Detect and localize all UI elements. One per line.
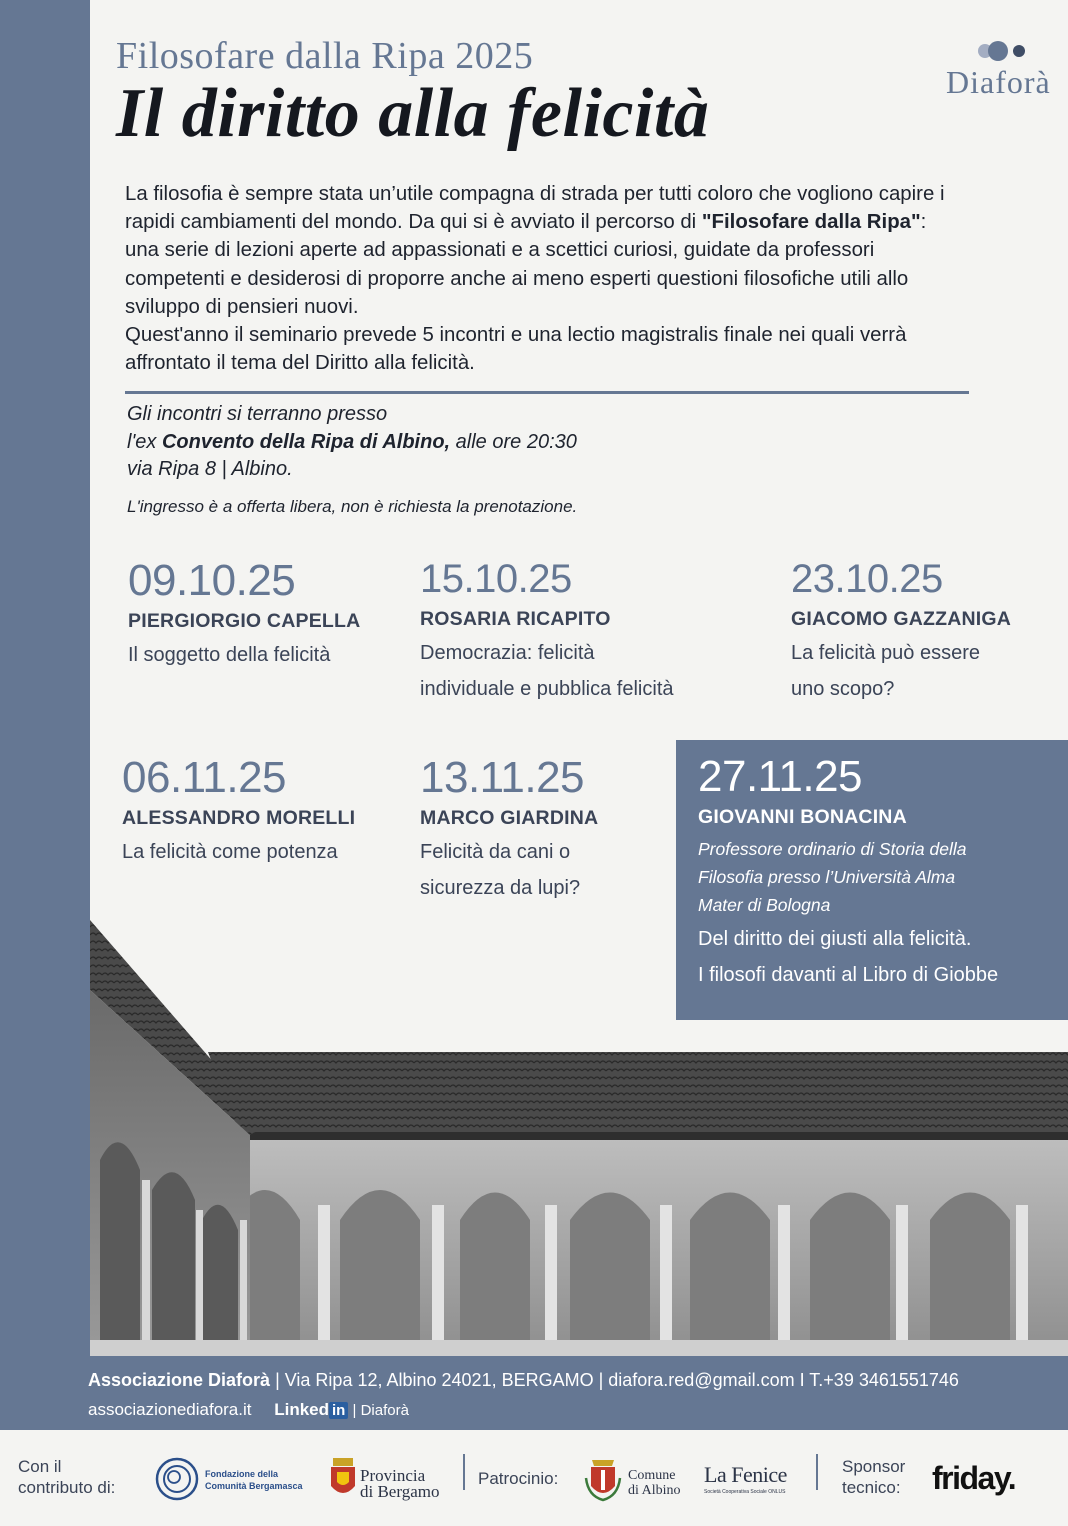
event-talk-line: Democrazia: felicità bbox=[420, 642, 595, 664]
contributo-line: Con il bbox=[18, 1457, 62, 1476]
patrocinio-label: Patrocinio: bbox=[478, 1469, 559, 1488]
sponsor-label bbox=[842, 1456, 905, 1498]
sponsor-footer bbox=[0, 1432, 1068, 1526]
contact-details bbox=[88, 1370, 959, 1391]
lafenice-name: La Fenice bbox=[704, 1462, 787, 1487]
speaker-bio bbox=[698, 835, 998, 919]
sponsor-line: tecnico: bbox=[842, 1478, 901, 1497]
lafenice-logo bbox=[704, 1462, 800, 1502]
event-card bbox=[420, 554, 674, 707]
logo-wordmark: Diaforà bbox=[946, 64, 1051, 100]
event-date: 06.11.25 bbox=[122, 753, 287, 802]
fondazione-swirl-icon bbox=[154, 1456, 200, 1502]
contributo-line: contributo di: bbox=[18, 1478, 116, 1497]
event-talk-title bbox=[420, 635, 674, 707]
comune-line: di Albino bbox=[628, 1483, 681, 1498]
provincia-crest-icon bbox=[330, 1458, 356, 1500]
speaker-bio-line: Professore ordinario di Storia della bbox=[698, 839, 967, 859]
venue-address: via Ripa 8 | Albino. bbox=[127, 458, 293, 480]
footer-separator bbox=[463, 1454, 465, 1490]
association-name: Associazione Diaforà bbox=[88, 1370, 271, 1390]
event-card bbox=[122, 753, 355, 870]
fondazione-line: Comunità Bergamasca bbox=[205, 1481, 303, 1491]
intro-series-name: "Filosofare dalla Ripa" bbox=[701, 211, 921, 234]
event-speaker: ALESSANDRO MORELLI bbox=[122, 807, 356, 829]
venue-line-part: l'ex bbox=[127, 430, 162, 453]
sponsor-line: Sponsor bbox=[842, 1457, 906, 1476]
speaker-bio-line: Filosofia presso l’Università Alma bbox=[698, 867, 956, 887]
contact-address: | Via Ripa 12, Albino 24021, BERGAMO | diafora.red@gmail.com I T.+39 3461551746 bbox=[270, 1370, 959, 1390]
linkedin-page-name: | Diaforà bbox=[348, 1402, 409, 1419]
event-date: 13.11.25 bbox=[420, 753, 585, 802]
event-card bbox=[420, 753, 598, 906]
event-card-lectio bbox=[698, 752, 998, 993]
event-speaker: ROSARIA RICAPITO bbox=[420, 608, 611, 630]
logo-dots-icon bbox=[976, 40, 1036, 62]
poster-title: Il diritto alla felicità bbox=[116, 75, 710, 152]
event-speaker: GIACOMO GAZZANIGA bbox=[791, 608, 1012, 630]
friday-logo: friday. bbox=[932, 1460, 1016, 1496]
speaker-bio-line: Mater di Bologna bbox=[698, 895, 831, 915]
admission-note: L'ingresso è a offerta libera, non è richiesta la prenotazione. bbox=[127, 497, 578, 516]
event-talk-title: Il soggetto della felicità bbox=[128, 644, 331, 666]
fondazione-logo bbox=[154, 1456, 314, 1504]
contributo-label bbox=[18, 1456, 115, 1498]
contact-bar bbox=[0, 1356, 1068, 1430]
comune-logo bbox=[584, 1458, 694, 1504]
section-divider bbox=[125, 391, 969, 394]
venue-line bbox=[127, 429, 577, 457]
provincia-line: Provincia bbox=[360, 1466, 426, 1485]
linkedin-link[interactable] bbox=[274, 1400, 348, 1419]
website-link[interactable]: associazionediafora.it bbox=[88, 1400, 252, 1419]
event-talk-line: I filosofi davanti al Libro di Giobbe bbox=[698, 964, 999, 986]
event-talk-line: individuale e pubblica felicità bbox=[420, 678, 674, 700]
lectio-magistralis-box bbox=[676, 740, 1068, 1020]
intro-seminar-text: Quest'anno il seminario prevede 5 incontri e una lectio magistralis finale nei quali verrà affrontato il tema del Diritto alla felicità. bbox=[125, 324, 907, 375]
intro-text-part: : una serie di lezioni aperte ad appassionati e a scettici curiosi, guidate da professori competenti e desiderosi di proporre anche ai meno esperti questioni filosofiche utili allo sviluppo di pensieri nuovi. bbox=[125, 211, 927, 318]
footer-separator bbox=[816, 1454, 818, 1490]
fondazione-name bbox=[205, 1468, 303, 1492]
event-speaker: MARCO GIARDINA bbox=[420, 807, 599, 829]
web-links bbox=[88, 1400, 409, 1420]
provincia-logo bbox=[330, 1458, 450, 1504]
lafenice-subtitle: Società Cooperativa Sociale ONLUS bbox=[704, 1489, 786, 1495]
event-talk-line: La felicità può essere bbox=[791, 642, 981, 664]
event-talk-title bbox=[791, 635, 1011, 707]
event-talk-line: sicurezza da lupi? bbox=[420, 877, 581, 899]
left-accent-bar bbox=[0, 0, 90, 1356]
event-speaker: PIERGIORGIO CAPELLA bbox=[128, 610, 361, 632]
comune-crest-icon bbox=[584, 1458, 622, 1502]
event-card bbox=[128, 556, 360, 673]
venue-line: Gli incontri si terranno presso bbox=[127, 403, 388, 425]
event-speaker: GIOVANNI BONACINA bbox=[698, 806, 907, 828]
intro-text bbox=[125, 180, 965, 377]
event-talk-line: Felicità da cani o bbox=[420, 841, 571, 863]
event-date: 15.10.25 bbox=[420, 557, 572, 601]
fondazione-line: Fondazione della bbox=[205, 1469, 279, 1479]
venue-time: alle ore 20:30 bbox=[450, 430, 577, 453]
event-talk-title bbox=[420, 834, 598, 906]
linkedin-icon: in bbox=[329, 1402, 348, 1419]
event-talk-line: uno scopo? bbox=[791, 678, 895, 700]
venue-info bbox=[127, 401, 577, 484]
event-talk-title bbox=[698, 921, 998, 993]
venue-name: Convento della Ripa di Albino, bbox=[161, 430, 451, 453]
comune-line: Comune bbox=[628, 1468, 676, 1483]
intro-text-part: La filosofia è sempre stata un’utile compagna di strada per tutti coloro che vogliono capire i rapidi cambiamenti del mondo. Da qui si è avviato il percorso di bbox=[125, 183, 945, 234]
event-date: 27.11.25 bbox=[698, 752, 863, 801]
event-date: 23.10.25 bbox=[791, 557, 943, 601]
series-subtitle: Filosofare dalla Ripa 2025 bbox=[116, 35, 534, 77]
comune-name bbox=[628, 1468, 681, 1498]
provincia-name bbox=[360, 1468, 439, 1500]
linkedin-wordmark: Linked bbox=[274, 1400, 330, 1419]
diafora-logo bbox=[940, 38, 1058, 102]
event-talk-line: Del diritto dei giusti alla felicità. bbox=[698, 928, 972, 950]
event-card bbox=[791, 554, 1011, 707]
event-date: 09.10.25 bbox=[128, 556, 296, 605]
event-talk-title: La felicità come potenza bbox=[122, 841, 338, 863]
provincia-line: di Bergamo bbox=[360, 1482, 440, 1501]
